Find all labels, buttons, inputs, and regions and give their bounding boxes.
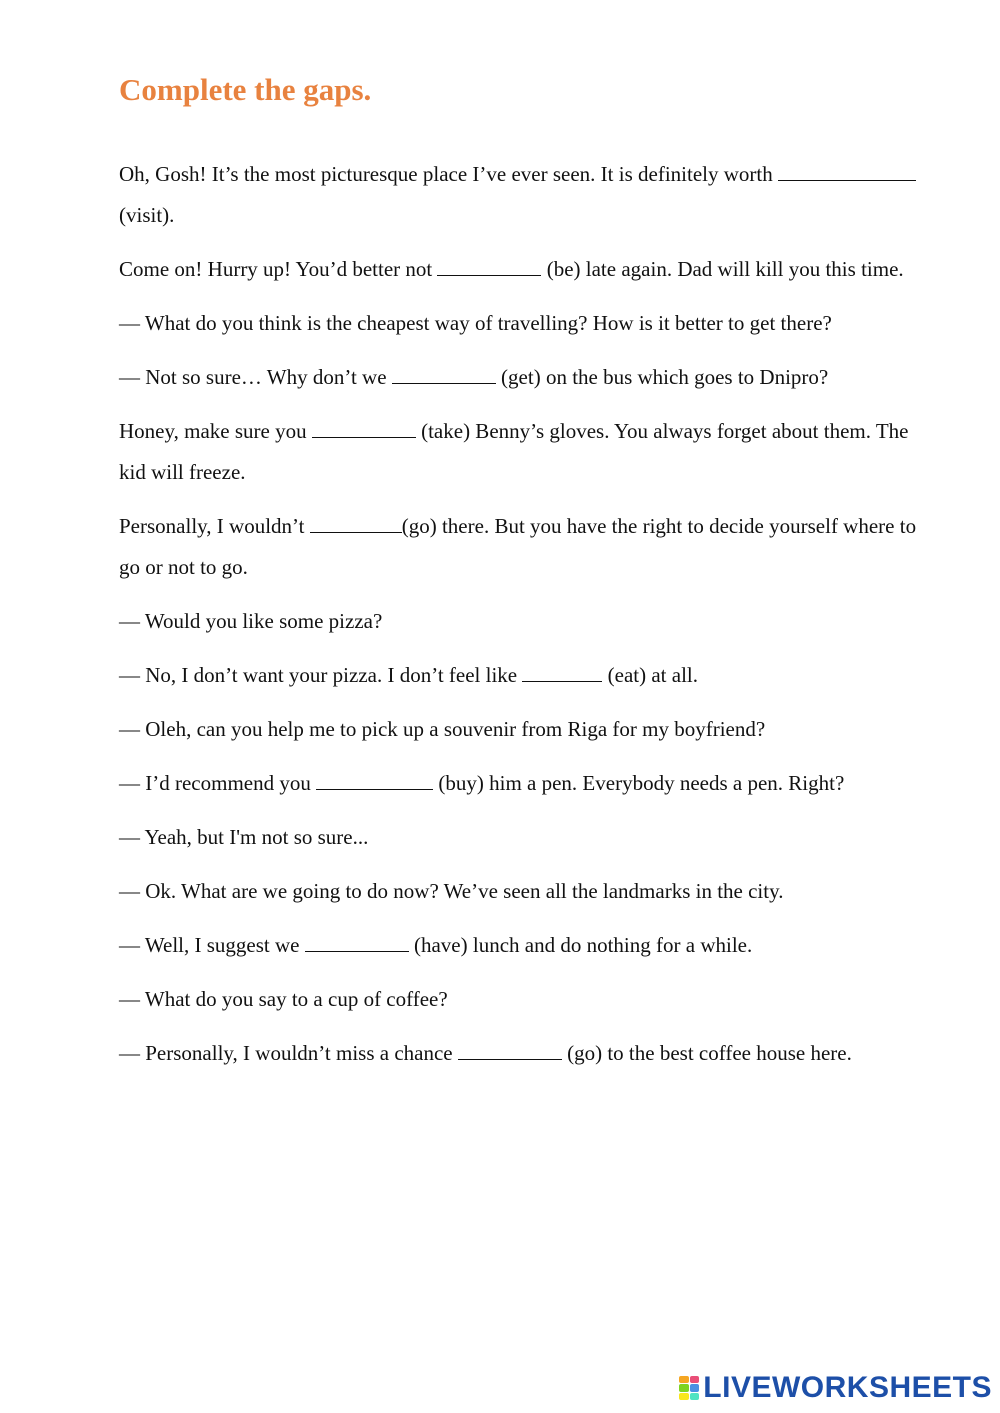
logo-text: LIVEWORKSHEETS (703, 1371, 992, 1404)
exercise-item-8 (119, 655, 929, 696)
item-5-text-before: Honey, make sure you (119, 419, 312, 443)
item-8-text-before: — No, I don’t want your pizza. I don’t feel like (119, 663, 523, 687)
item-1-text-before: Oh, Gosh! It’s the most picturesque place I’ve ever seen. It is definitely worth (119, 162, 778, 186)
item-14-text: — What do you say to a cup of coffee? (119, 987, 448, 1011)
item-10-text-before: — I’d recommend you (119, 771, 317, 795)
item-8-text-after: (eat) at all. (602, 663, 698, 687)
exercise-item-5 (119, 411, 929, 493)
exercise-body (119, 154, 929, 1087)
item-2-text-before: Come on! Hurry up! You’d better not (119, 257, 438, 281)
exercise-item-11 (119, 817, 929, 858)
liveworksheets-logo-icon (679, 1376, 699, 1400)
item-15-text-before: — Personally, I wouldn’t miss a chance (119, 1041, 458, 1065)
exercise-item-7 (119, 601, 929, 642)
item-4-text-after: (get) on the bus which goes to Dnipro? (495, 365, 829, 389)
exercise-item-9 (119, 709, 929, 750)
gap-go-1[interactable] (310, 514, 402, 533)
logo-icon-cell (679, 1384, 689, 1391)
gap-buy[interactable] (316, 771, 433, 790)
gap-be[interactable] (437, 257, 541, 276)
exercise-item-1 (119, 154, 929, 236)
item-15-text-after: (go) to the best coffee house here. (561, 1041, 852, 1065)
gap-eat[interactable] (522, 663, 602, 682)
item-13-text-after: (have) lunch and do nothing for a while. (408, 933, 753, 957)
item-11-text: — Yeah, but I'm not so sure... (119, 825, 369, 849)
item-2-text-after: (be) late again. Dad will kill you this time. (541, 257, 904, 281)
exercise-item-4 (119, 357, 929, 398)
exercise-item-15 (119, 1033, 929, 1074)
item-13-text-before: — Well, I suggest we (119, 933, 305, 957)
gap-have[interactable] (305, 933, 409, 952)
gap-visit[interactable] (778, 162, 916, 181)
gap-get[interactable] (392, 365, 496, 384)
item-6-text-before: Personally, I wouldn’t (119, 514, 310, 538)
item-5-text-after: (take) Benny’s gloves. You always forget about them. The kid will freeze. (119, 419, 914, 484)
item-10-text-after: (buy) him a pen. Everybody needs a pen. Right? (433, 771, 845, 795)
gap-take[interactable] (312, 419, 416, 438)
logo-icon-cell (679, 1393, 689, 1400)
page-title: Complete the gaps. (119, 72, 372, 107)
item-4-text-before: — Not so sure… Why don’t we (119, 365, 392, 389)
item-6-text-after: (go) there. But you have the right to decide yourself where to go or not to go. (119, 514, 922, 579)
item-3-text: — What do you think is the cheapest way of travelling? How is it better to get there? (119, 311, 832, 335)
gap-go-2[interactable] (458, 1041, 562, 1060)
logo-icon-cell (679, 1376, 689, 1383)
exercise-item-14 (119, 979, 929, 1020)
logo-icon-cell (690, 1376, 700, 1383)
exercise-item-3 (119, 303, 929, 344)
item-9-text: — Oleh, can you help me to pick up a souvenir from Riga for my boyfriend? (119, 717, 766, 741)
logo-icon-cell (690, 1393, 700, 1400)
item-12-text: — Ok. What are we going to do now? We’ve seen all the landmarks in the city. (119, 879, 784, 903)
item-7-text: — Would you like some pizza? (119, 609, 383, 633)
logo-icon-cell (690, 1384, 700, 1391)
exercise-item-2 (119, 249, 929, 290)
exercise-item-6 (119, 506, 929, 588)
item-1-text-after: (visit). (119, 203, 175, 227)
exercise-item-10 (119, 763, 929, 804)
exercise-item-13 (119, 925, 929, 966)
exercise-item-12 (119, 871, 929, 912)
liveworksheets-logo[interactable] (679, 1371, 992, 1405)
